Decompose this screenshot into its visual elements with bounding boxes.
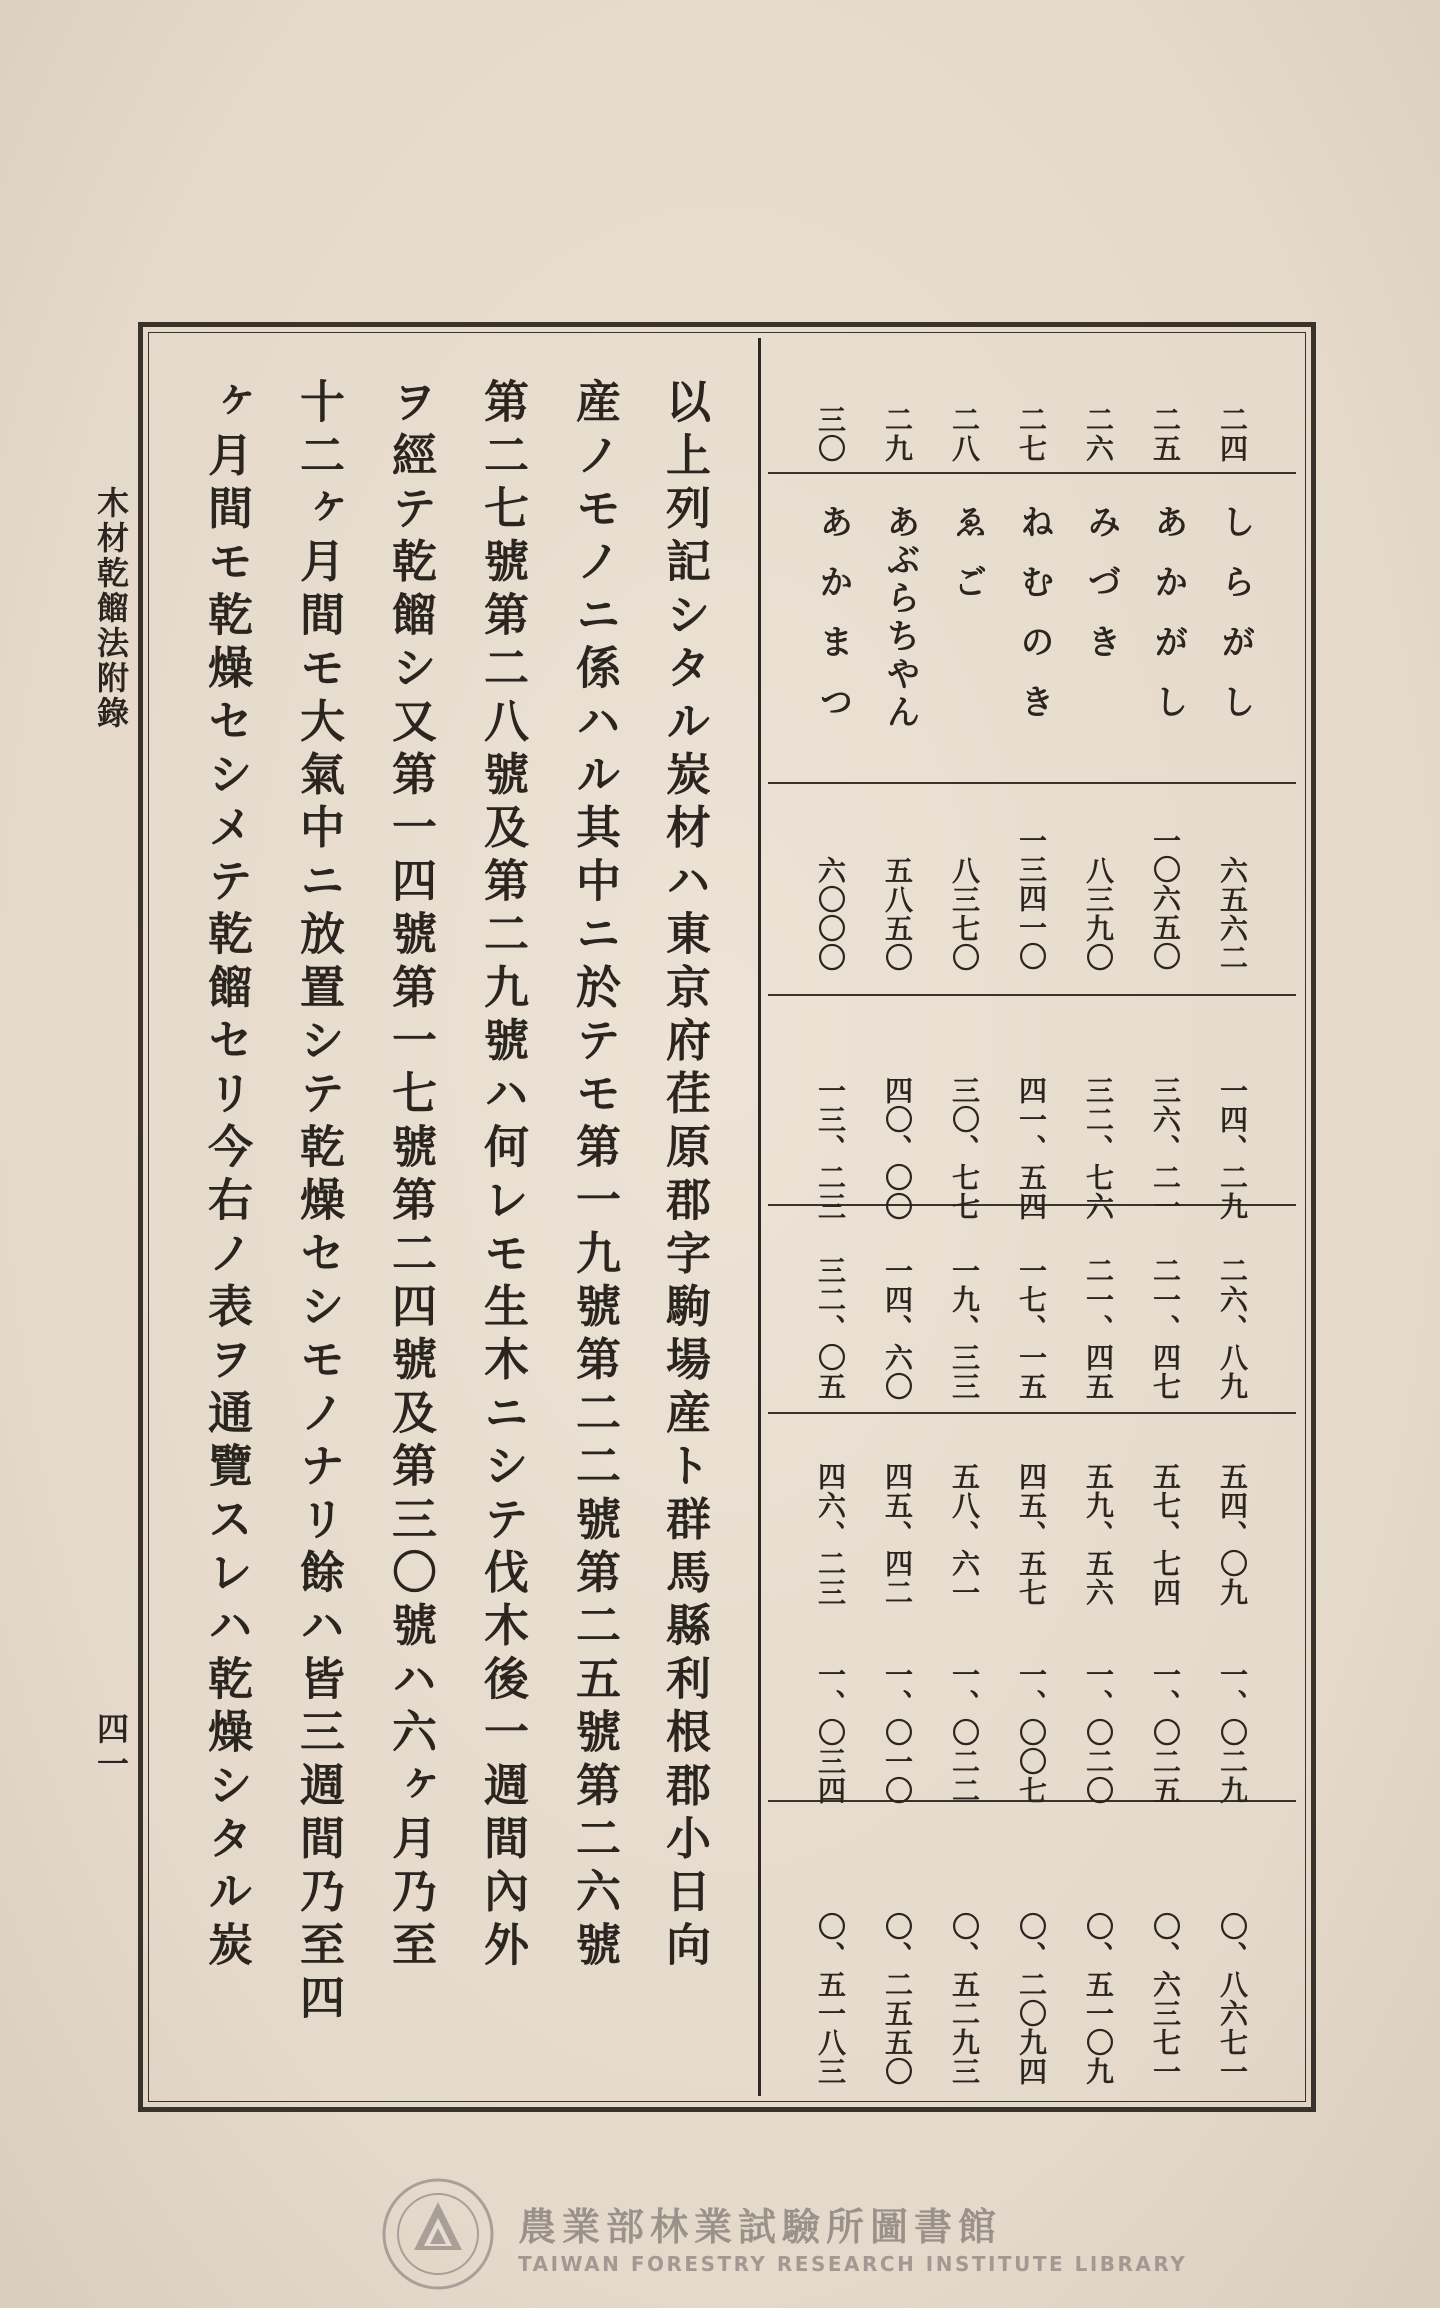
table-cell-value: 一〇六五〇: [1149, 826, 1182, 971]
table-cell-value: 三二、〇五: [814, 1256, 847, 1401]
table-cell-value: 一四、二九: [1216, 1076, 1249, 1221]
table-cell-value: 八三七〇: [948, 856, 981, 972]
table-cell-value: 一、〇二五: [1149, 1660, 1182, 1805]
table-cell-name: あかまつ: [813, 504, 853, 744]
table-cell-name: あかがし: [1148, 504, 1188, 744]
prose-column-4: ヲ經テ乾餾シ又第一四號第一七號第二四號及第三〇號ハ六ヶ月乃至: [384, 378, 437, 1974]
prose-column-5: 十二ヶ月間モ大氣中ニ放置シテ乾燥セシモノナリ餘ハ皆三週間乃至四: [292, 378, 345, 2028]
prose-column-1: 以上列記シタル炭材ハ東京府荏原郡字駒場産ト群馬縣利根郡小日向: [658, 378, 711, 1974]
table-rule: [768, 782, 1296, 784]
table-cell-value: 〇、五一八三: [814, 1912, 847, 2086]
table-cell-name: ゑご: [947, 504, 987, 624]
table-cell-value: 四〇、〇〇: [881, 1076, 914, 1221]
table-cell-value: 五四、〇九: [1216, 1462, 1249, 1607]
table-cell-name: ねむのき: [1014, 504, 1054, 744]
table-cell-value: 一、〇二九: [1216, 1660, 1249, 1805]
prose-column-6: ヶ月間モ乾燥セシメテ乾餾セリ今右ノ表ヲ通覽スレハ乾燥シタル炭: [200, 378, 253, 1974]
table-cell-value: 〇、六三七一: [1149, 1912, 1182, 2086]
table-cell-value: 四一、五四: [1015, 1076, 1048, 1221]
table-cell-value: 〇、二〇九四: [1015, 1912, 1048, 2086]
table-cell-value: 四六、二三: [814, 1462, 847, 1607]
table-rule: [768, 994, 1296, 996]
table-cell-no: 二五: [1149, 405, 1182, 463]
table-cell-value: 五九、五六: [1082, 1462, 1115, 1607]
table-cell-value: 一、〇二二: [948, 1660, 981, 1805]
table-cell-value: 〇、八六七一: [1216, 1912, 1249, 2086]
table-cell-no: 二九: [881, 405, 914, 463]
table-cell-no: 二八: [948, 405, 981, 463]
table-cell-value: 二一、四五: [1082, 1256, 1115, 1401]
table-cell-value: 一三、二三: [814, 1076, 847, 1221]
table-cell-value: 三二、七六: [1082, 1076, 1115, 1221]
table-cell-value: 〇、五一〇九: [1082, 1912, 1115, 2086]
table-cell-value: 一、〇〇七: [1015, 1660, 1048, 1805]
table-cell-no: 二七: [1015, 405, 1048, 463]
table-cell-value: 三〇、七七: [948, 1076, 981, 1221]
table-cell-value: 四五、五七: [1015, 1462, 1048, 1607]
table-cell-value: 〇、五二九三: [948, 1912, 981, 2086]
table-cell-value: 六五六二: [1216, 856, 1249, 972]
table-cell-value: 一四、六〇: [881, 1256, 914, 1401]
table-cell-value: 一七、一五: [1015, 1256, 1048, 1401]
table-cell-value: 一、〇二〇: [1082, 1660, 1115, 1805]
table-cell-value: 一三四一〇: [1015, 826, 1048, 971]
table-cell-name: あぶらちやん: [880, 504, 920, 732]
prose-table-divider: [758, 338, 761, 2096]
table-cell-value: 八三九〇: [1082, 856, 1115, 972]
table-cell-name: しらがし: [1215, 504, 1255, 744]
table-cell-value: 一九、三三: [948, 1256, 981, 1401]
table-cell-value: 五八五〇: [881, 856, 914, 972]
running-title: 木材乾餾法附錄: [92, 486, 130, 731]
table-cell-value: 〇、二五五〇: [881, 1912, 914, 2086]
library-name-english: TAIWAN FORESTRY RESEARCH INSTITUTE LIBRARY: [518, 2252, 1188, 2276]
table-cell-value: 一、〇一〇: [881, 1660, 914, 1805]
table-cell-value: 一、〇三四: [814, 1660, 847, 1805]
table-cell-no: 二六: [1082, 405, 1115, 463]
page-number: 四一: [92, 1712, 130, 1782]
table-cell-value: 六〇〇〇: [814, 856, 847, 972]
table-cell-name: みづき: [1081, 504, 1121, 684]
library-name-chinese: 農業部林業試驗所圖書館: [518, 2205, 1003, 2249]
table-cell-value: 三六、二一: [1149, 1076, 1182, 1221]
table-cell-no: 三〇: [814, 405, 847, 463]
table-rule: [768, 472, 1296, 474]
prose-column-2: 産ノモノニ係ハル其中ニ於テモ第一九號第二二號第二五號第二六號: [568, 378, 621, 1974]
table-cell-value: 四五、四二: [881, 1462, 914, 1607]
table-rule: [768, 1412, 1296, 1414]
table-cell-no: 二四: [1216, 405, 1249, 463]
table-cell-value: 二六、八九: [1216, 1256, 1249, 1401]
table-cell-value: 五八、六一: [948, 1462, 981, 1607]
prose-column-3: 第二七號第二八號及第二九號ハ何レモ生木ニシテ伐木後一週間內外: [476, 378, 529, 1974]
table-cell-value: 二一、四七: [1149, 1256, 1182, 1401]
library-seal-icon: [380, 2176, 496, 2292]
table-cell-value: 五七、七四: [1149, 1462, 1182, 1607]
